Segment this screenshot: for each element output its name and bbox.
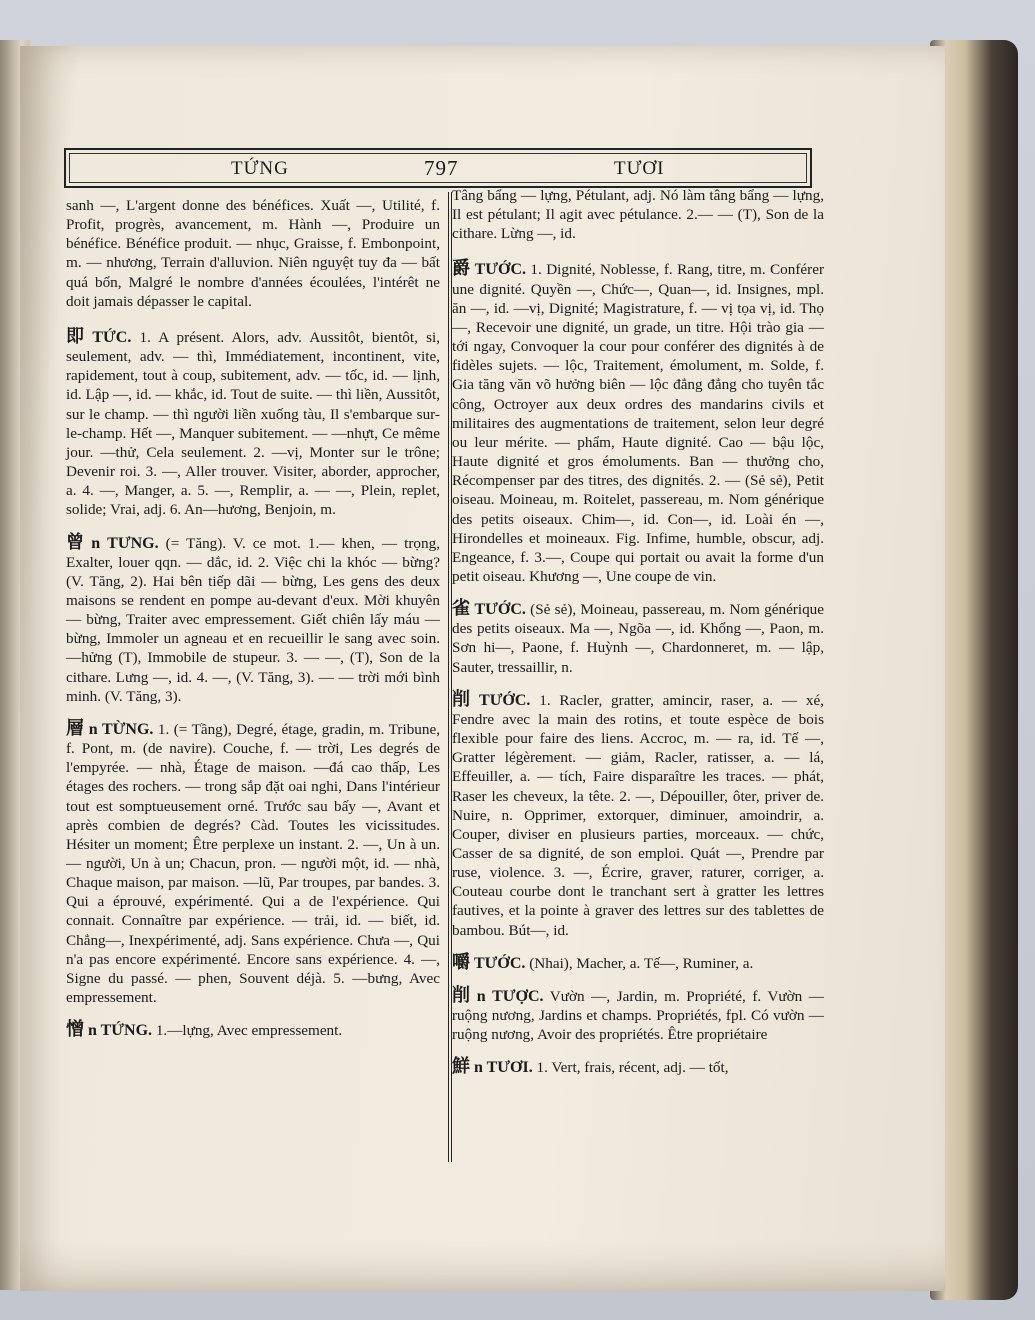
dictionary-entry [452, 599, 824, 677]
entry-text: (Nhai), Macher, a. Tế—, Ruminer, a. [529, 954, 754, 972]
entry-headword: TỨC. [92, 328, 132, 346]
entry-text: sanh —, L'argent donne des bénéfices. Xuất —, Utilité, f. Profit, progrès, avancement, m. Hành —, Produire un bénéfice. Bénéfice produit. — nhục, Graisse, f. Embonpoint, m. — nhương, Terrain d'alluvion. Niên nguyệt tuy đa — bất quá bổn, Malgré le nombre d'années écoulées, l'intérêt ne doit jamais dépasser le capital. [66, 197, 440, 310]
entry-headword: n TỪNG. [88, 720, 154, 738]
han-character: 嚼 [452, 951, 470, 972]
entry-headword: n TƯNG. [91, 534, 159, 552]
continued-entry [452, 186, 824, 243]
entry-text: (Sẻ sẻ), Moineau, passereau, m. Nom générique des petits oiseaux. Ma —, Ngõa —, id. Khổng —, Paon, m. Sơn hi—, Paone, f. Huỳnh —, Chardonneret, m. — lập, Sauter, tressaillir, n. [452, 601, 825, 676]
header-left-guideword: TỨNG [231, 158, 289, 179]
dictionary-entry [452, 986, 824, 1044]
han-character: 爵 [452, 258, 471, 279]
dictionary-entry [452, 259, 824, 586]
han-character: 曾 [66, 531, 88, 552]
han-character: 鮮 [452, 1056, 470, 1077]
entry-text: 1. (= Tầng), Degré, étage, gradin, m. Tribune, f. Pont, m. (de navire). Couche, f. — trời, Les degrés de l'empyrée. — nhà, Étage de maison. —đá cao thấp, Les étages des rochers. — trong sắp đặt oai nghi, Dans l'intérieur tout est somptueusement orné. Trước sau bấy —, Avant et après combien de degrés? Càd. Toutes les vicissitudes. Hésiter un moment; Être perplexe un instant. 2. —, Un à un. — người, Un à un; Chacun, pron. — người một, id. — nhà, Chaque maison, par maison. —lũ, Par troupes, par bandes. 3. Qui a éprouvé, expérimenté. Qui a de l'expérience. Qui connait. Connaître par expérience. — trải, id. — biết, id. Chẳng—, Inexpérimenté, adj. Sans expérience. Chưa —, Qui n'a pas encore expérimenté. Encore sans expérience. 4. —, Signe du passé. — phen, Souvent déjà. 5. —bưng, Avec empressement. [66, 720, 441, 1007]
continued-entry [66, 196, 440, 311]
left-column [66, 196, 440, 1053]
dictionary-entry [66, 1020, 440, 1040]
han-character: 憎 [66, 1019, 84, 1040]
dictionary-entry [66, 533, 440, 706]
dictionary-entry [452, 1057, 824, 1077]
entry-text: (= Tăng). V. ce mot. 1.— khen, — trọng, Exalter, louer qqn. — dắc, id. 2. Việc chi la khóc — bừng? (V. Tăng, 2). Hai bên tiếp dãi — bừng, Les gens des deux maisons se rendent en pompe au-devant d'eux. Mời khuyên — bừng, Traiter avec empressement. Giết chiên lấy máu — bừng, Immoler un agneau et en recueillir le sang avec soin. —hửng (T), Immobile de stupeur. 3. — —, (T), Son de la cithare. Lưng —, id. 4. —, (V. Tăng, 3). — — trời mới bình minh. (V. Tăng, 3). [66, 534, 441, 705]
dictionary-entry [452, 690, 824, 940]
entry-headword: n TƯỢC. [476, 987, 544, 1005]
entry-text: 1.—lựng, Avec empressement. [155, 1022, 343, 1040]
dictionary-entry [66, 327, 440, 520]
han-character: 層 [66, 717, 85, 738]
entry-text: 1. Vert, frais, récent, adj. — tốt, [536, 1059, 729, 1077]
dictionary-entry [66, 719, 440, 1007]
entry-headword: TƯỚC. [474, 601, 526, 619]
entry-headword: TƯỚC. [479, 691, 531, 709]
entry-text: 1. Racler, gratter, amincir, raser, a. — xé, Fendre avec la main des rotins, et toute espèce de bois flexible pour faire des liens. Accroc, m. — ra, id. Tế —, Gratter légèrement. — giảm, Racler, ratisser, a. — lá, Effeuiller, a. — tích, Faire disparaître les traces. — phát, Raser les cheveux, la tête. 2. —, Dépouiller, ôter, priver de. Nuire, n. Opprimer, extorquer, diminuer, amoindrir, a. Couper, diviser en plusieurs parties, morceaux. — chức, Casser de sa dignité, de son emploi. Quát —, Prendre par ruse, violence. 3. —, Écrire, graver, raturer, corriger, a. Couteau courbe dont le tranchant sert à gratter les lettres fautives, et la pointe à graver des lettres sur des tablettes de bambou. Bút—, id. [452, 691, 825, 939]
entry-headword: TƯỚC. [474, 261, 527, 279]
entry-text: Tâng bẩng — lựng, Pétulant, adj. Nó làm tâng bẩng — lựng, Il est pétulant; Il agit avec pétulance. 2.— — (T), Son de la cithare. Lừng —, id. [452, 187, 824, 243]
han-character: 削 [452, 688, 476, 709]
entry-text: 1. Dignité, Noblesse, f. Rang, titre, m. Conférer une dignité. Quyền —, Chức—, Quan—, id. Insignes, mpl. ăn —, id. —vị, Dignité; Magistrature, f. — vị tọa vị, id. Thọ —, Recevoir une dignité, un grade, un titre. Hội trào gia — tới ngay, Convoquer la cour pour conférer des dignités à de fidèles sujets. — lộc, Traitement, émolument, m. Solde, f. Gia tăng văn võ hưởng biên — lộc đẳng đẳng cho tuyên tắc công, Octroyer aux deux ordres des mandarins civils et militaires des augmentations de traitement, selon leur degré ou leur mérite. — phẩm, Haute dignité. Cao — bậu lộc, Haute dignité et gros émoluments. Ban — thưởng cho, Récompenser par des titres, des dignités. 2. — (Sẻ sẻ), Petit oiseau. Moineau, m. Roitelet, passereau, m. Nom générique des petits oiseaux. Chim—, id. Con—, id. Loài én —, Hirondelles et moineaux. Fig. Infime, humble, obscur, adj. Engeance, f. 3.—, Coupe qui portait ou avait la forme d'un petit oiseau. Khương —, Une coupe de vin. [452, 261, 825, 585]
han-character: 雀 [452, 598, 471, 619]
right-column [452, 186, 824, 1091]
entry-text: 1. A présent. Alors, adv. Aussitôt, bientôt, si, seulement, adv. — thì, Immédiatement, incontinent, vite, rapidement, tout à coup, subitement, adv. — tốc, id. — lịnh, id. Lập —, id. — khắc, id. Tout de suite. — thì liền, Aussitôt, sur le champ. — thì người liền xuống tàu, Il s'embarque sur-le-champ. Hết —, Manquer subitement. — —nhựt, Ce même jour. —thử, Cela seulement. 2. —vị, Monter sur le trône; Devenir roi. 3. —, Aller trouver. Visiter, aborder, approcher, a. 4. —, Manger, a. 5. —, Remplir, a. — —, Plein, replet, solide; Vrai, adj. 6. An—hương, Benjoin, m. [66, 328, 440, 519]
entry-headword: n TỨNG. [88, 1022, 153, 1040]
entry-headword: n TƯƠI. [474, 1059, 533, 1077]
page-number: 797 [424, 156, 459, 180]
han-character: 削 [452, 984, 473, 1005]
dictionary-entry [452, 953, 824, 973]
page-bottom-shadow [20, 1240, 945, 1291]
header-right-guideword: TƯƠI [614, 158, 665, 179]
han-character: 即 [66, 325, 89, 346]
running-header-box [64, 148, 812, 188]
entry-headword: TƯỚC. [474, 954, 526, 972]
entry-text: Vườn —, Jardin, m. Propriété, f. Vườn — ruộng nương, Jardins et champs. Propriétés, fpl. Có vườn — ruộng nương, Avoir des propriétés. Être propriétaire [452, 987, 824, 1044]
